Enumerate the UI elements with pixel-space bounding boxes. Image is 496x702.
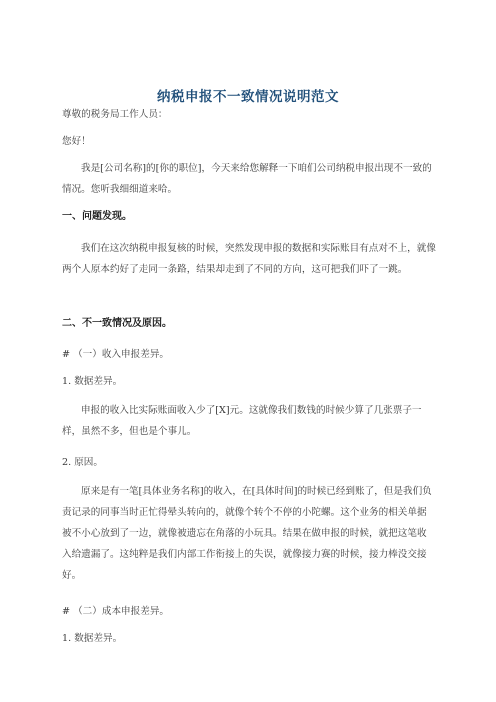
salutation: 尊敬的税务局工作人员： [62,109,168,120]
list-item-cost-data-difference: 1. 数据差异。 [62,633,123,644]
subsection-heading-2: # （二）成本申报差异。 [62,606,170,617]
section-heading-1: 一、问题发现。 [62,211,132,222]
intro-paragraph: 我是[公司名称]的[你的职位]，今天来给您解释一下咱们公司纳税申报出现不一致的情况。您听我细细道来哈。 [62,163,432,195]
income-difference-paragraph: 申报的收入比实际账面收入少了[X]元。这就像我们数钱的时候少算了几张票子一样，虽然不多，但也是个事儿。 [62,405,422,437]
document-title: 纳税申报不一致情况说明范文 [157,89,339,105]
section-heading-2: 二、不一致情况及原因。 [62,318,172,329]
list-item-data-difference: 1. 数据差异。 [62,376,123,387]
greeting: 您好！ [62,136,91,147]
section-1-paragraph: 我们在这次纳税申报复核的时候，突然发现申报的数据和实际账目有点对不上，就像两个人原本约好了走同一条路，结果却走到了不同的方向，这可把我们吓了一跳。 [62,243,436,275]
list-item-reason: 2. 原因。 [62,457,103,468]
reason-paragraph: 原来是有一笔[具体业务名称]的收入，在[具体时间]的时候已经到账了，但是我们负责记录的同事当时正忙得晕头转向的，就像个转个不停的小陀螺。这个业务的相关单据被不小心放到了一边，就像被遗忘在角落的小玩具。结果在做申报的时候，就把这笔收入给遗漏了。这纯粹是我们内部工作衔接上的失误，就像接力赛的时候，接力棒没交接好。 [62,486,432,581]
subsection-heading-1: # （一）收入申报差异。 [62,349,170,360]
